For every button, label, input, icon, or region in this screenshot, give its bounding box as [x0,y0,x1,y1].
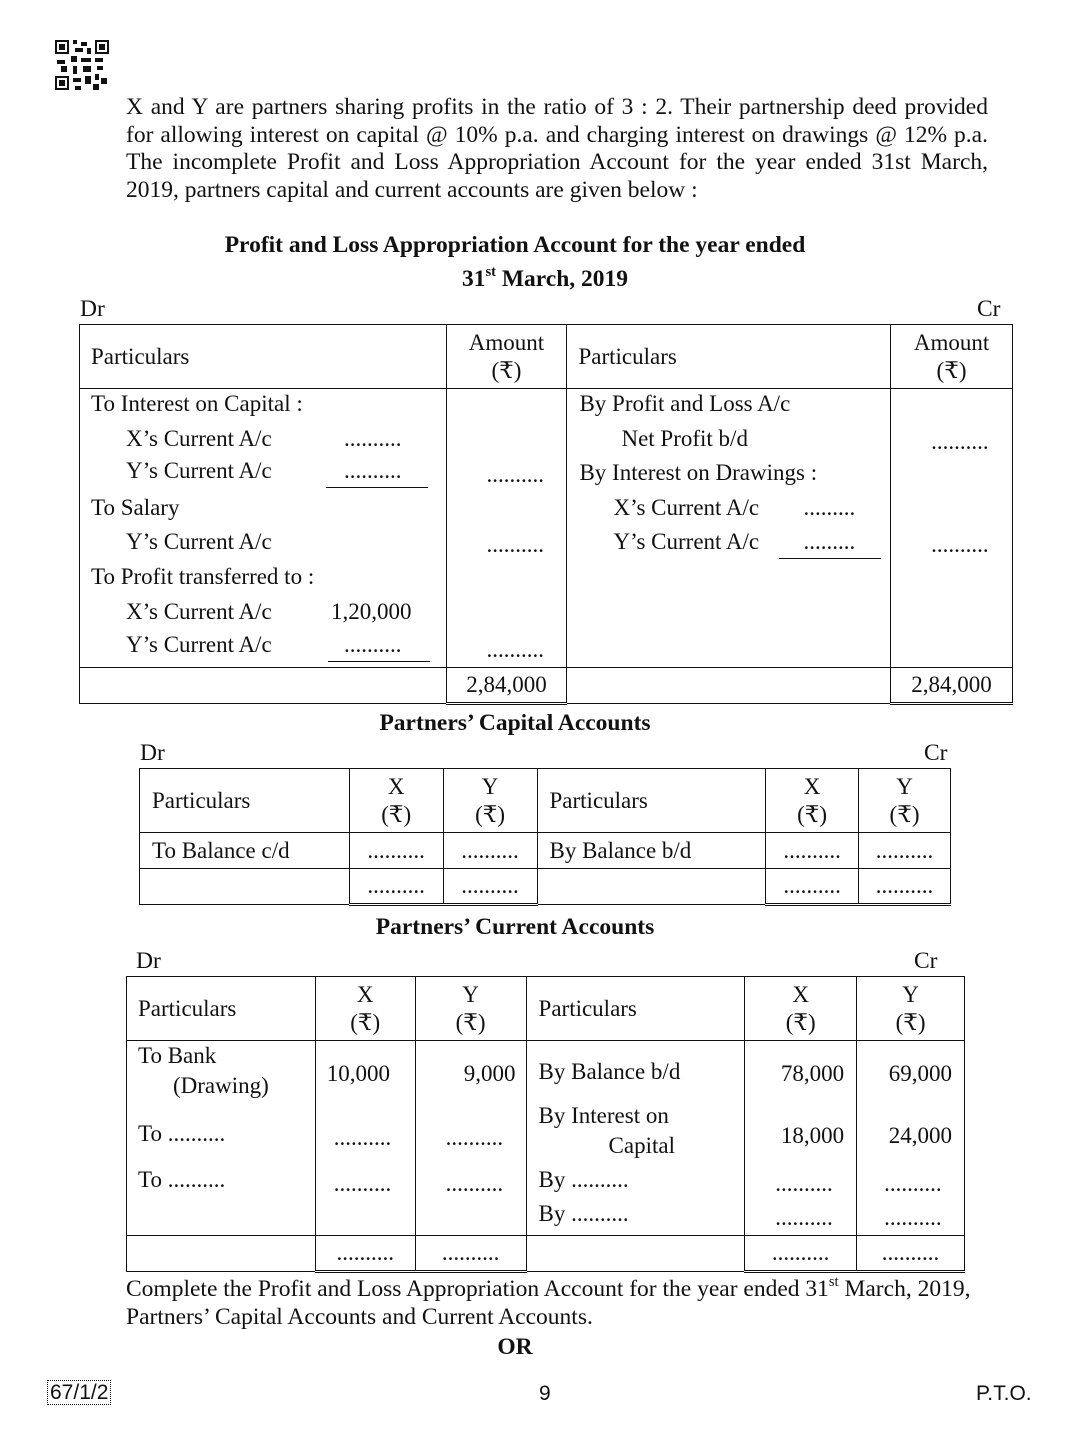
pl-dr-label: Dr [80,296,105,322]
pl-total-debit: 2,84,000 [446,668,567,704]
closing-instruction: Complete the Profit and Loss Appropriation Account for the year ended 31st March, 2019, Partners’ Capital Accounts and Current Accounts. [126,1273,971,1330]
capital-header-x-cr: X (₹) [766,769,859,833]
qr-code-icon [55,40,109,90]
current-header-y-cr: Y (₹) [857,977,965,1041]
current-header-x-dr: X (₹) [315,977,415,1041]
table-row: .......... .......... .......... .......... [127,1236,965,1272]
current-credit-x: 78,000 18,000 .......... .......... [745,1041,857,1236]
current-header-y-dr: Y (₹) [415,977,526,1041]
question-intro [126,94,988,204]
pl-credit-particulars: By Profit and Loss A/c Net Profit b/d By Interest on Drawings : X’s Current A/c ......... Y’s Current A/c ......... [567,389,891,668]
current-debit-particulars: To Bank (Drawing) To .......... To .......... [127,1041,316,1236]
capital-dr-label: Dr [140,740,165,766]
capital-header-particulars-dr: Particulars [140,769,350,833]
current-dr-label: Dr [136,948,161,974]
capital-cr-label: Cr [924,740,948,766]
pl-credit-amounts: .......... .......... [891,389,1013,668]
pl-debit-amounts: .......... .......... .......... [446,389,567,668]
pto-label: P.T.O. [976,1382,1032,1405]
table-row: To Balance c/d .......... .......... By Balance b/d .......... .......... [140,833,951,869]
intro-text: X and Y are partners sharing profits in the ratio of 3 : 2. Their partnership deed provided for allowing interest on capital @ 10% p.a. and charging interest on drawings @ 12% p.a. The incomplete Profit and Loss Appropriation Account for the year ended 31st March, 2019, partners capital and current accounts are given below : [126,94,988,203]
paper-code: 67/1/2 [47,1381,111,1405]
capital-header-y-cr: Y (₹) [859,769,951,833]
capital-header-y-dr: Y (₹) [443,769,537,833]
capital-header-particulars-cr: Particulars [537,769,766,833]
capital-header-x-dr: X (₹) [349,769,443,833]
pl-cr-label: Cr [977,296,1001,322]
pl-appropriation-table [79,324,1013,705]
pl-title-line2: 31st March, 2019 [461,263,629,292]
table-row: .......... .......... .......... .......... [140,869,951,905]
or-label: OR [497,1334,533,1360]
page-number: 9 [539,1382,551,1405]
current-debit-x: 10,000 .......... .......... [315,1041,415,1236]
pl-debit-particulars: To Interest on Capital : X’s Current A/c .......... Y’s Current A/c .......... To Salary Y’s Current A/c To Profit transferred to : X’s Current A/c 1,20,000 Y’s Current A/c .......... [80,389,447,668]
capital-accounts-table [139,768,951,906]
current-header-particulars-cr: Particulars [526,977,745,1041]
current-debit-y: 9,000 .......... .......... [415,1041,526,1236]
current-header-x-cr: X (₹) [745,977,857,1041]
capital-title: Partners’ Capital Accounts [379,710,651,736]
current-header-particulars-dr: Particulars [127,977,316,1041]
pl-header-amount-cr: Amount (₹) [891,325,1013,389]
current-cr-label: Cr [914,948,938,974]
pl-title-line1: Profit and Loss Appropriation Account for the year ended [224,232,806,258]
pl-header-particulars-cr: Particulars [567,325,891,389]
current-title: Partners’ Current Accounts [375,914,655,940]
pl-header-amount-dr: Amount (₹) [446,325,567,389]
current-credit-y: 69,000 24,000 .......... .......... [857,1041,965,1236]
current-accounts-table [126,976,965,1273]
current-credit-particulars: By Balance b/d By Interest on Capital By .......... By .......... [526,1041,745,1236]
pl-total-credit: 2,84,000 [891,668,1013,704]
pl-header-particulars-dr: Particulars [80,325,447,389]
